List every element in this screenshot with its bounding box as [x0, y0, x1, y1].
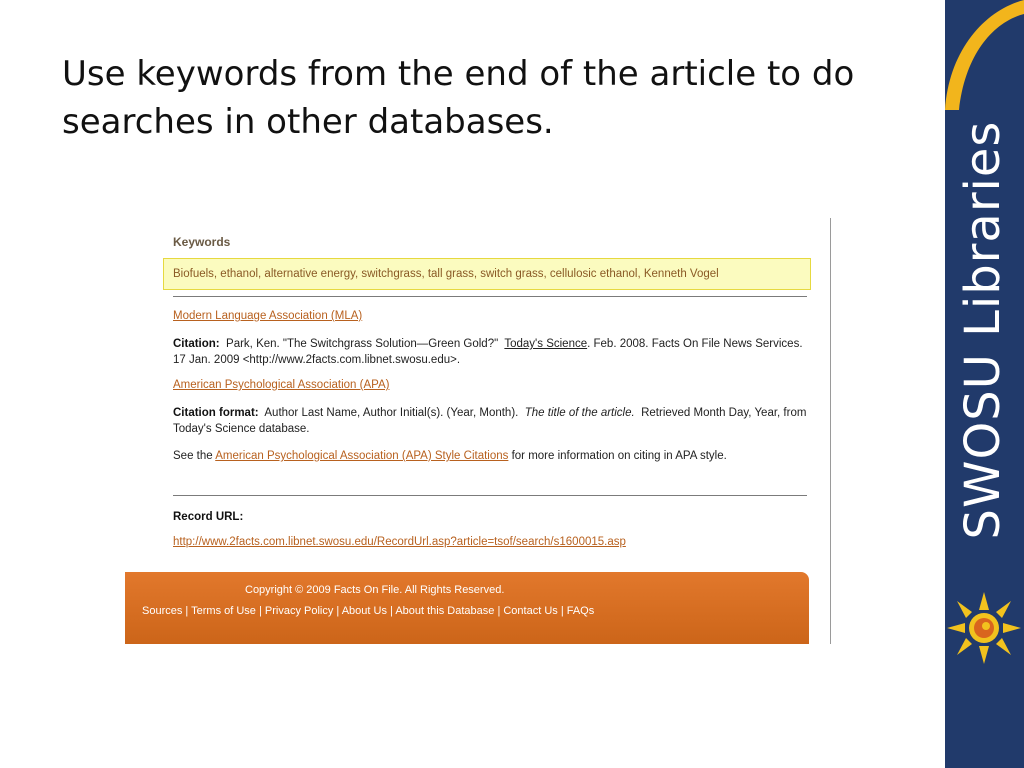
sun-icon [945, 588, 1024, 668]
see-suffix: for more information on citing in APA style. [511, 450, 727, 462]
brand-swoosh [945, 0, 1024, 110]
format-label: Citation format: [173, 407, 259, 419]
footer-links[interactable]: Sources | Terms of Use | Privacy Policy | About Us | About this Database | Contact Us | FAQs [142, 605, 595, 617]
citation-text-end: . Feb. 2008. Facts On File News Services. 17 Jan. 2009 <http://www.2facts.com.libnet.swosu.edu>. [173, 338, 803, 366]
format-text-end: Retrieved Month Day, Year, from Today's Science database. [173, 407, 807, 435]
apa-citation-format [173, 405, 813, 437]
see-apa-note [173, 448, 813, 464]
slide-title: Use keywords from the end of the article to do searches in other databases. [62, 54, 855, 142]
apa-style-link[interactable]: American Psychological Association (APA) Style Citations [215, 450, 509, 462]
mla-citation [173, 336, 813, 368]
citation-text: Park, Ken. "The Switchgrass Solution—Green Gold?" [226, 338, 499, 350]
divider [173, 296, 807, 297]
format-text: Author Last Name, Author Initial(s). (Year, Month). [264, 407, 519, 419]
keywords-heading: Keywords [173, 235, 231, 249]
citation-source: Today's Science [504, 338, 588, 350]
format-title: The title of the article. [524, 407, 635, 419]
copyright-text: Copyright © 2009 Facts On File. All Rights Reserved. [245, 584, 505, 596]
citation-label: Citation: [173, 338, 220, 350]
brand-name: SWOSU Libraries [955, 120, 1011, 540]
mla-link[interactable]: Modern Language Association (MLA) [173, 310, 363, 322]
site-footer [125, 572, 809, 644]
divider [173, 495, 807, 496]
record-url-label: Record URL: [173, 511, 244, 523]
apa-link[interactable]: American Psychological Association (APA) [173, 379, 390, 391]
record-url-link[interactable]: http://www.2facts.com.libnet.swosu.edu/RecordUrl.asp?article=tsof/search/s1600015.asp [173, 536, 626, 548]
article-screenshot [125, 218, 831, 644]
see-prefix: See the [173, 450, 213, 462]
keywords-highlight: Biofuels, ethanol, alternative energy, switchgrass, tall grass, switch grass, cellulosic ethanol, Kenneth Vogel [163, 258, 811, 290]
